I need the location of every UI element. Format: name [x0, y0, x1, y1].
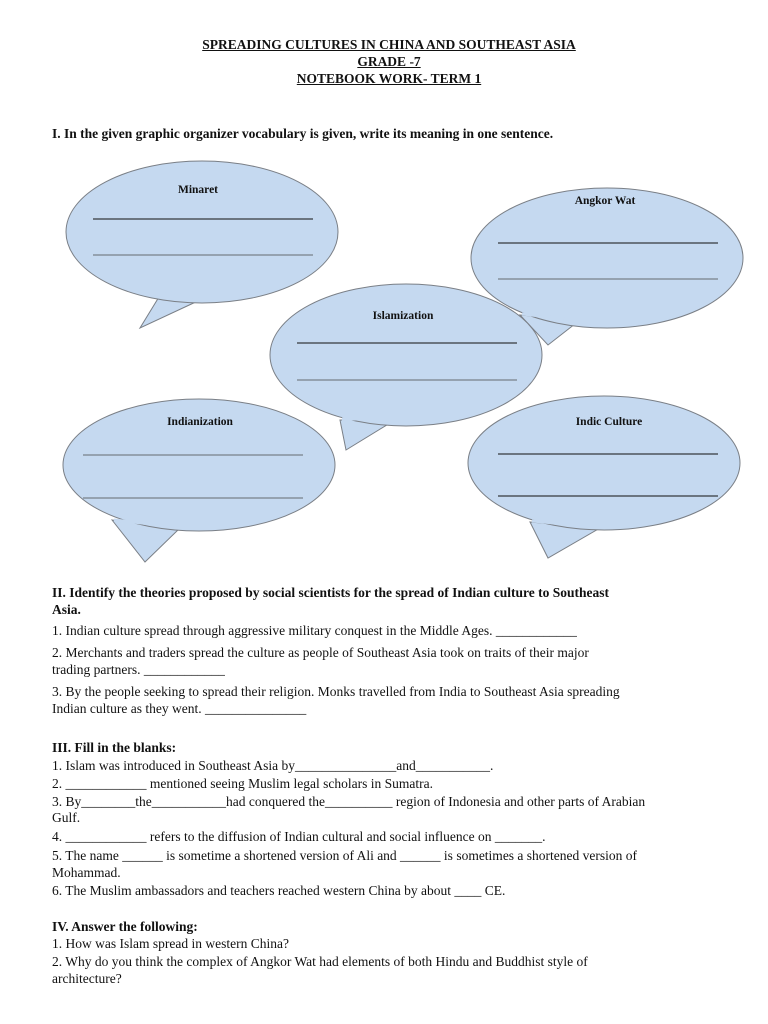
fill-blank-item: 1. Islam was introduced in Southeast Asia by_______________and___________. [52, 758, 494, 773]
speech-bubble-minaret [66, 161, 338, 328]
fill-blank-item: 2. ____________ mentioned seeing Muslim legal scholars in Sumatra. [52, 776, 433, 791]
grade-label: GRADE -7 [357, 54, 421, 69]
section-1-heading: I. In the given graphic organizer vocabulary is given, write its meaning in one sentence. [52, 126, 554, 141]
fill-blank-item: 5. The name ______ is sometime a shortened version of Ali and ______ is sometimes a shortened version of [52, 848, 638, 863]
fill-blank-item: Gulf. [52, 810, 81, 825]
bubble-label-minaret: Minaret [177, 184, 219, 196]
fill-blank-item: 4. ____________ refers to the diffusion of Indian cultural and social influence on _______. [52, 829, 546, 844]
section-4-heading: IV. Answer the following: [52, 919, 198, 934]
question-text: trading partners. ____________ [52, 662, 225, 677]
question-text: Indian culture as they went. _______________ [52, 701, 307, 716]
question-text: 3. By the people seeking to spread their religion. Monks travelled from India to Southeast Asia spreading [52, 684, 620, 699]
speech-bubble-indic-culture [468, 396, 740, 558]
bubble-label-islamization: Islamization [372, 310, 434, 322]
fill-blank-item: 3. By________the___________had conquered the__________ region of Indonesia and other parts of Arabian [52, 794, 646, 809]
fill-blank-item: Mohammad. [52, 865, 121, 880]
answer-question: 1. How was Islam spread in western China? [52, 936, 289, 951]
worksheet-title: SPREADING CULTURES IN CHINA AND SOUTHEAST ASIA [202, 37, 576, 52]
section-3-heading: III. Fill in the blanks: [52, 740, 177, 755]
answer-question: 2. Why do you think the complex of Angkor Wat had elements of both Hindu and Buddhist style of [52, 954, 588, 969]
question-text: 2. Merchants and traders spread the culture as people of Southeast Asia took on traits of their major [52, 645, 589, 660]
bubble-label-indic-culture: Indic Culture [575, 416, 643, 428]
section-2-heading-cont: Asia. [52, 602, 81, 617]
question-text: 1. Indian culture spread through aggressive military conquest in the Middle Ages. ____________ [52, 623, 577, 638]
worksheet-subtitle: NOTEBOOK WORK- TERM 1 [296, 71, 482, 86]
section-2-heading: II. Identify the theories proposed by social scientists for the spread of Indian culture to Southeast [52, 585, 610, 600]
fill-blank-item: 6. The Muslim ambassadors and teachers reached western China by about ____ CE. [52, 883, 506, 898]
bubble-label-angkor-wat: Angkor Wat [574, 195, 636, 207]
bubble-label-indianization: Indianization [167, 416, 233, 428]
graphic-organizer [0, 160, 768, 570]
speech-bubble-indianization [63, 399, 335, 562]
answer-question: architecture? [52, 971, 122, 986]
